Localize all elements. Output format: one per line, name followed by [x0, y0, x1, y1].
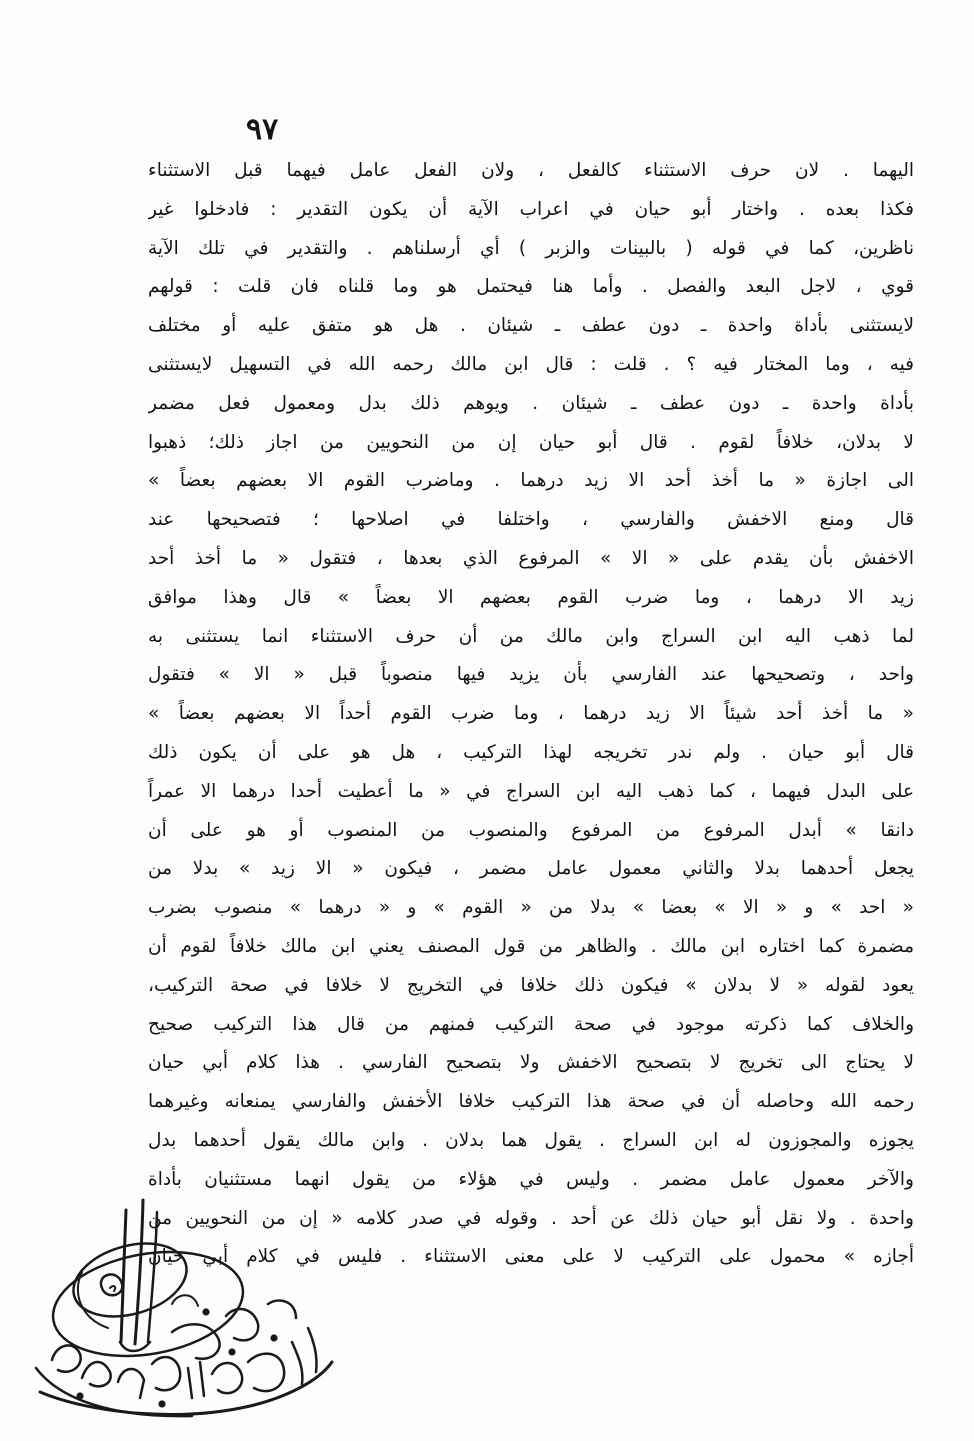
text-line: والآخر معمول عامل مضمر . وليس في هؤلاء من يقول انهما مستثنيان بأداة [148, 1168, 914, 1190]
text-line: واحد ، وتصحيحها عند الفارسي بأن يزيد فيها منصوباً قبل « الا » فتقول [148, 664, 914, 686]
body-text [148, 152, 914, 1277]
text-line: دانقا » أبدل المرفوع من المرفوع والمنصوب من المنصوب أو هو على أن [148, 819, 914, 841]
text-line: فيه ، وما المختار فيه ؟ . قلت : قال ابن مالك رحمه الله في التسهيل لايستثنى [148, 353, 914, 375]
text-line: قوي ، لاجل البعد والفصل . وأما هنا فيحتمل هو وما قلناه فان قلت : قولهم [148, 276, 914, 298]
text-line: قال ومنع الاخفش والفارسي ، واختلفا في اصلاحها ؛ فتصحيحها عند [148, 509, 914, 531]
text-line: الاخفش بأن يقدم على « الا » المرفوع الذي بعدها ، فتقول « ما أخذ أحد [148, 547, 914, 569]
text-line: بأداة واحدة ـ دون عطف ـ شيئان . ويوهم ذلك بدل ومعمول فعل مضمر [148, 392, 914, 414]
text-line: قال أبو حيان . ولم ندر تخريجه لهذا التركيب ، هل هو على أن يكون ذلك [148, 741, 914, 763]
calligraphic-signature-seal-icon [22, 1192, 340, 1437]
text-line: لايستثنى بأداة واحدة ـ دون عطف ـ شيئان . هل هو متفق عليه أو مختلف [148, 315, 914, 337]
text-line: لا بدلان، خلافاً لقوم . قال أبو حيان إن من النحويين من اجاز ذلك؛ ذهبوا [148, 431, 914, 453]
text-line: مضمرة كما اختاره ابن مالك . والظاهر من قول المصنف يعني ابن مالك خلافاً لقوم أن [148, 935, 914, 957]
text-line: يجعل أحدهما بدلا والثاني معمول عامل مضمر ، فيكون « الا زيد » بدلا من [148, 858, 914, 880]
text-line: فكذا بعده . واختار أبو حيان في اعراب الآية أن يكون التقدير : فادخلوا غير [148, 198, 914, 220]
text-line: أجازه » محمول على التركيب لا على معنى الاستثناء . فليس في كلام أبي حيان [148, 1246, 914, 1268]
text-line: « احد » و « الا » بعضا » بدلا من « القوم » و « درهما » منصوب بضرب [148, 897, 914, 919]
text-line: والخلاف كما ذكرته موجود في صحة التركيب فمنهم من قال هذا التركيب صحيح [148, 1013, 914, 1035]
text-line: اليهما . لان حرف الاستثناء كالفعل ، ولان الفعل عامل فيهما قبل الاستثناء [148, 160, 914, 181]
text-line: لا يحتاج الى تخريج لا بتصحيح الاخفش ولا بتصحيح الفارسي . هذا كلام أبي حيان [148, 1052, 914, 1074]
text-line: « ما أخذ أحد شيئاً الا زيد درهما ، وما ضرب القوم أحداً الا بعضهم بعضاً » [148, 703, 914, 725]
text-line: زيد الا درهما ، وما ضرب القوم بعضهم الا بعضاً » قال وهذا موافق [148, 586, 914, 608]
text-line: رحمه الله وحاصله أن في صحة هذا التركيب خلافا الأخفش والفارسي يمنعانه وغيرهما [148, 1091, 914, 1113]
text-line: يعود لقوله « لا بدلان » فيكون ذلك خلافا في التخريج لا خلافا في صحة التركيب، [148, 974, 914, 996]
text-line: ناظرين، كما في قوله ( بالبينات والزبر ) أي أرسلناهم . والتقدير في تلك الآية [148, 237, 914, 259]
text-line: واحدة . ولا نقل أبو حيان ذلك عن أحد . وقوله في صدر كلامه « إن من النحويين من [148, 1207, 914, 1229]
text-line: الى اجازة « ما أخذ أحد الا زيد درهما . وماضرب القوم الا بعضهم بعضاً » [148, 470, 914, 492]
page-number: ٩٧ [246, 112, 279, 147]
text-line: يجوزه والمجوزون له ابن السراج . يقول هما بدلان . وابن مالك يقول أحدهما بدل [148, 1129, 914, 1151]
text-line: لما ذهب اليه ابن السراج وابن مالك من أن حرف الاستثناء انما يستثنى به [148, 625, 914, 647]
text-line: على البدل فيهما ، كما ذهب اليه ابن السراج في « ما أعطيت أحدا درهما الا عمراً [148, 780, 914, 802]
